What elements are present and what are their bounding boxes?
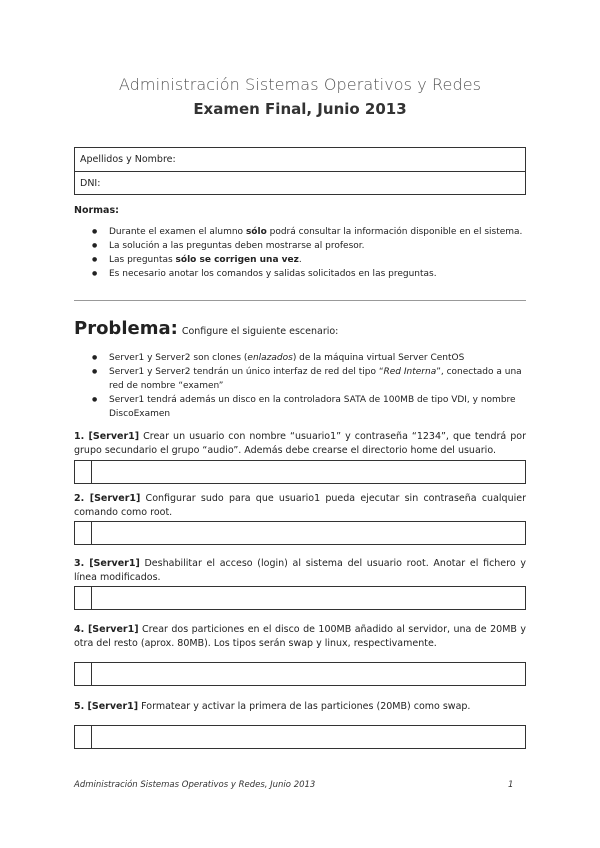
answer-box-2[interactable] xyxy=(74,521,526,545)
list-item: ● Server1 y Server2 son clones (enlazados) de la máquina virtual Server CentOS xyxy=(92,351,528,365)
question-5: 5. [Server1] Formatear y activar la primera de las particiones (20MB) como swap. xyxy=(74,701,471,712)
answer-box-5[interactable] xyxy=(74,725,526,749)
scenario-list xyxy=(92,351,528,421)
student-identity-box xyxy=(74,147,526,195)
list-item: ● Las preguntas sólo se corrigen una vez. xyxy=(92,253,532,267)
answer-box-4[interactable] xyxy=(74,662,526,686)
normas-heading: Normas: xyxy=(74,205,119,216)
question-4: 4. [Server1] Crear dos particiones en el disco de 100MB añadido al servidor, una de 20MB y otra del resto (aprox. 80MB). Los tipos serán swap y linux, respectivamente. xyxy=(74,624,526,649)
document-title: Administración Sistemas Operativos y Redes xyxy=(118,75,482,94)
section-divider xyxy=(74,300,526,301)
dni-field[interactable]: DNI: xyxy=(75,171,525,194)
question-2: 2. [Server1] Configurar sudo para que usuario1 pueda ejecutar sin contraseña cualquier comando como root. xyxy=(74,493,526,518)
answer-box-1[interactable] xyxy=(74,460,526,484)
problema-heading xyxy=(74,318,338,339)
name-field[interactable]: Apellidos y Nombre: xyxy=(80,154,176,165)
page-footer: Administración Sistemas Operativos y Redes, Junio 2013 xyxy=(74,780,316,790)
answer-box-3[interactable] xyxy=(74,586,526,610)
problema-word: Problema: xyxy=(74,318,178,339)
document-subtitle: Examen Final, Junio 2013 xyxy=(193,100,407,118)
question-1: 1. [Server1] Crear un usuario con nombre “usuario1” y contraseña “1234”, que tendrá por grupo secundario el grupo “audio”. Además debe crearse el directorio home del usuario. xyxy=(74,431,526,456)
list-item: ● Durante el examen el alumno sólo podrá consultar la información disponible en el sistema. xyxy=(92,225,532,239)
normas-list xyxy=(92,225,532,281)
list-item: ● Server1 y Server2 tendrán un único interfaz de red del tipo “Red Interna”, conectado a una red de nombre “examen” xyxy=(92,365,528,393)
list-item: ● Es necesario anotar los comandos y salidas solicitados en las preguntas. xyxy=(92,267,532,281)
question-3: 3. [Server1] Deshabilitar el acceso (login) al sistema del usuario root. Anotar el fichero y línea modificados. xyxy=(74,558,526,583)
list-item: ● La solución a las preguntas deben mostrarse al profesor. xyxy=(92,239,532,253)
list-item: ● Server1 tendrá además un disco en la controladora SATA de 100MB de tipo VDI, y nombre DiscoExamen xyxy=(92,393,528,421)
problema-intro: Configure el siguiente escenario: xyxy=(181,326,339,337)
page-number: 1 xyxy=(508,780,514,790)
